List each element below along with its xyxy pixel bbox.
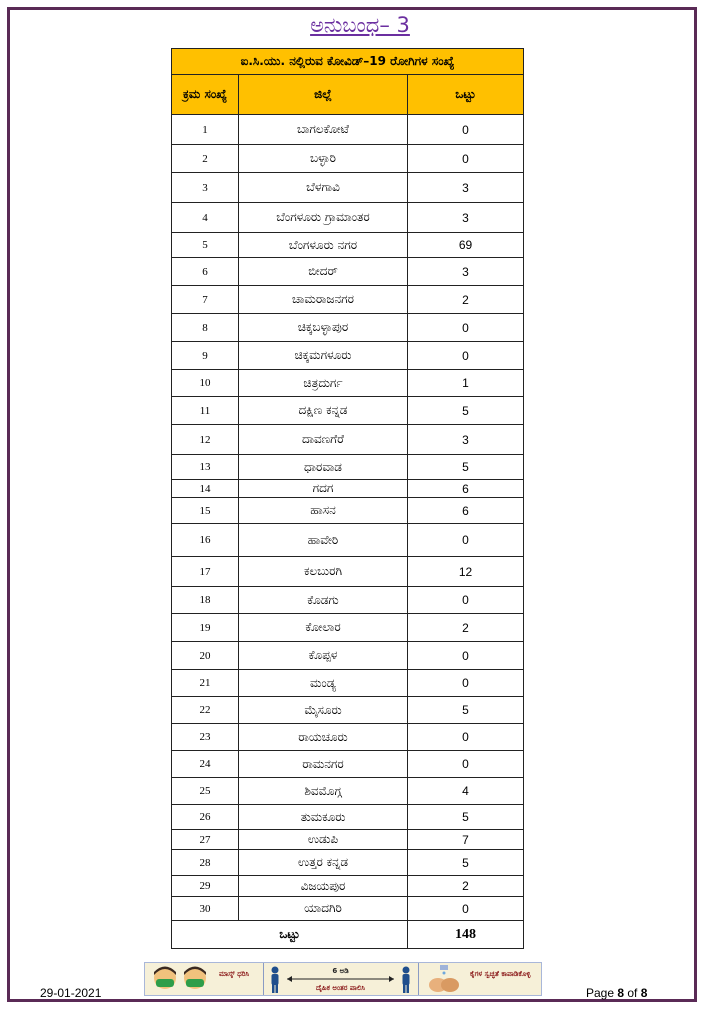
page-current: 8 (617, 986, 625, 1000)
col-header-serial: ಕ್ರಮ ಸಂಖ್ಯೆ (172, 75, 239, 115)
row-district: ವಿಜಯಪುರ (239, 876, 408, 897)
distance-label: 6 ಅಡಿ (332, 967, 349, 975)
row-district: ಚಾಮರಾಜನಗರ (239, 286, 408, 314)
row-district: ಹಾಸನ (239, 498, 408, 524)
row-total: 0 (408, 670, 524, 697)
row-serial: 1 (172, 115, 239, 145)
table-heading-row (172, 49, 524, 75)
row-district: ಮೈಸೂರು (239, 697, 408, 724)
row-total: 12 (408, 557, 524, 587)
page-total: 8 (640, 986, 648, 1000)
row-total: 0 (408, 724, 524, 751)
table-row (172, 751, 524, 778)
row-district: ಬೆಂಗಳೂರು ನಗರ (239, 233, 408, 258)
row-serial: 6 (172, 258, 239, 286)
row-total: 0 (408, 524, 524, 557)
table-row (172, 370, 524, 397)
row-serial: 19 (172, 614, 239, 642)
total-value: 148 (408, 921, 524, 949)
row-serial: 21 (172, 670, 239, 697)
hygiene-text: ಕೈಗಳ ಸ್ವಚ್ಛತೆ ಕಾಪಾಡಿಕೊಳ್ಳಿ (470, 970, 531, 978)
row-total: 0 (408, 587, 524, 614)
table-row (172, 455, 524, 480)
table-row (172, 724, 524, 751)
row-serial: 11 (172, 397, 239, 425)
row-serial: 10 (172, 370, 239, 397)
page-title: ಅನುಬಂಧ– 3 (310, 13, 410, 37)
row-serial: 3 (172, 173, 239, 203)
row-district: ಚಿಕ್ಕಬಳ್ಳಾಪುರ (239, 314, 408, 342)
row-total: 3 (408, 173, 524, 203)
row-total: 5 (408, 697, 524, 724)
col-header-total: ಒಟ್ಟು (408, 75, 524, 115)
distance-text: ದೈಹಿಕ ಅಂತರ ಪಾಲಿಸಿ (315, 984, 366, 992)
row-serial: 29 (172, 876, 239, 897)
table-row (172, 203, 524, 233)
col-header-district: ಜಿಲ್ಲೆ (239, 75, 408, 115)
table-row (172, 524, 524, 557)
table-row (172, 642, 524, 670)
page-number (586, 986, 647, 1000)
page-prefix: Page (586, 986, 618, 1000)
row-serial: 7 (172, 286, 239, 314)
row-total: 6 (408, 498, 524, 524)
row-serial: 22 (172, 697, 239, 724)
row-district: ರಾಯಚೂರು (239, 724, 408, 751)
row-district: ಕಲಬುರಗಿ (239, 557, 408, 587)
column-header-row (172, 75, 524, 115)
row-serial: 9 (172, 342, 239, 370)
row-district: ಉತ್ತರ ಕನ್ನಡ (239, 850, 408, 876)
table-row (172, 145, 524, 173)
row-district: ಮಂಡ್ಯ (239, 670, 408, 697)
row-district: ದಕ್ಷಿಣ ಕನ್ನಡ (239, 397, 408, 425)
report-date: 29-01-2021 (40, 986, 102, 1000)
mask-text: ಮಾಸ್ಕ್ ಧರಿಸಿ (219, 970, 250, 978)
row-serial: 20 (172, 642, 239, 670)
table-row (172, 480, 524, 498)
table-row (172, 805, 524, 830)
row-district: ಶಿವಮೊಗ್ಗ (239, 778, 408, 805)
row-total: 2 (408, 614, 524, 642)
row-district: ಯಾದಗಿರಿ (239, 897, 408, 921)
row-serial: 26 (172, 805, 239, 830)
row-serial: 25 (172, 778, 239, 805)
table-row (172, 614, 524, 642)
row-district: ದಾವಣಗೆರೆ (239, 425, 408, 455)
table-row (172, 173, 524, 203)
row-district: ಗದಗ (239, 480, 408, 498)
row-district: ಬಳ್ಳಾರಿ (239, 145, 408, 173)
table-row (172, 286, 524, 314)
row-serial: 14 (172, 480, 239, 498)
row-total: 69 (408, 233, 524, 258)
row-serial: 5 (172, 233, 239, 258)
table-row (172, 397, 524, 425)
row-district: ಧಾರವಾಡ (239, 455, 408, 480)
row-district: ಚಿಕ್ಕಮಗಳೂರು (239, 342, 408, 370)
total-row (172, 921, 524, 949)
row-total: 4 (408, 778, 524, 805)
table-row (172, 697, 524, 724)
row-serial: 8 (172, 314, 239, 342)
row-serial: 16 (172, 524, 239, 557)
row-total: 5 (408, 455, 524, 480)
row-total: 3 (408, 425, 524, 455)
row-district: ಉಡುಪಿ (239, 830, 408, 850)
row-district: ಬೀದರ್ (239, 258, 408, 286)
row-district: ಬೆಳಗಾವಿ (239, 173, 408, 203)
table-row (172, 670, 524, 697)
row-total: 0 (408, 897, 524, 921)
row-district: ರಾಮನಗರ (239, 751, 408, 778)
table-row (172, 258, 524, 286)
row-total: 0 (408, 751, 524, 778)
hand-wash-icon (424, 963, 468, 995)
row-total: 6 (408, 480, 524, 498)
table-row (172, 425, 524, 455)
table-row (172, 897, 524, 921)
row-serial: 18 (172, 587, 239, 614)
row-serial: 17 (172, 557, 239, 587)
row-total: 0 (408, 115, 524, 145)
table-row (172, 850, 524, 876)
row-district: ಚಿತ್ರದುರ್ಗ (239, 370, 408, 397)
row-serial: 24 (172, 751, 239, 778)
row-total: 5 (408, 850, 524, 876)
table-row (172, 830, 524, 850)
row-serial: 28 (172, 850, 239, 876)
row-district: ಬೆಂಗಳೂರು ಗ್ರಾಮಾಂತರ (239, 203, 408, 233)
table-row (172, 557, 524, 587)
row-total: 3 (408, 258, 524, 286)
row-total: 0 (408, 642, 524, 670)
row-district: ಕೊಡಗು (239, 587, 408, 614)
covid-guidelines-banner (144, 962, 542, 996)
table-row (172, 778, 524, 805)
masked-faces-icon (147, 963, 217, 995)
row-total: 5 (408, 805, 524, 830)
page-of: of (624, 986, 641, 1000)
table-row (172, 342, 524, 370)
table-row (172, 876, 524, 897)
row-total: 5 (408, 397, 524, 425)
row-total: 2 (408, 876, 524, 897)
row-serial: 4 (172, 203, 239, 233)
row-total: 2 (408, 286, 524, 314)
row-total: 7 (408, 830, 524, 850)
hygiene-segment (418, 963, 541, 995)
row-total: 3 (408, 203, 524, 233)
row-serial: 12 (172, 425, 239, 455)
mask-segment (145, 963, 264, 995)
row-district: ಬಾಗಲಕೋಟೆ (239, 115, 408, 145)
row-total: 0 (408, 314, 524, 342)
row-district: ತುಮಕೂರು (239, 805, 408, 830)
row-serial: 30 (172, 897, 239, 921)
row-serial: 15 (172, 498, 239, 524)
distance-segment (263, 963, 419, 995)
table-row (172, 587, 524, 614)
row-serial: 27 (172, 830, 239, 850)
row-district: ಕೊಪ್ಪಳ (239, 642, 408, 670)
total-label: ಒಟ್ಟು (172, 921, 408, 949)
row-serial: 23 (172, 724, 239, 751)
row-serial: 2 (172, 145, 239, 173)
table-heading: ಐ.ಸಿ.ಯು. ನಲ್ಲಿರುವ ಕೋವಿಡ್–19 ರೋಗಿಗಳ ಸಂಖ್ಯೆ (172, 49, 524, 75)
table-row (172, 233, 524, 258)
row-total: 1 (408, 370, 524, 397)
table-row (172, 314, 524, 342)
table-row (172, 498, 524, 524)
row-serial: 13 (172, 455, 239, 480)
table-row (172, 115, 524, 145)
row-total: 0 (408, 342, 524, 370)
row-district: ಕೋಲಾರ (239, 614, 408, 642)
icu-cases-table (171, 48, 524, 949)
row-district: ಹಾವೇರಿ (239, 524, 408, 557)
row-total: 0 (408, 145, 524, 173)
